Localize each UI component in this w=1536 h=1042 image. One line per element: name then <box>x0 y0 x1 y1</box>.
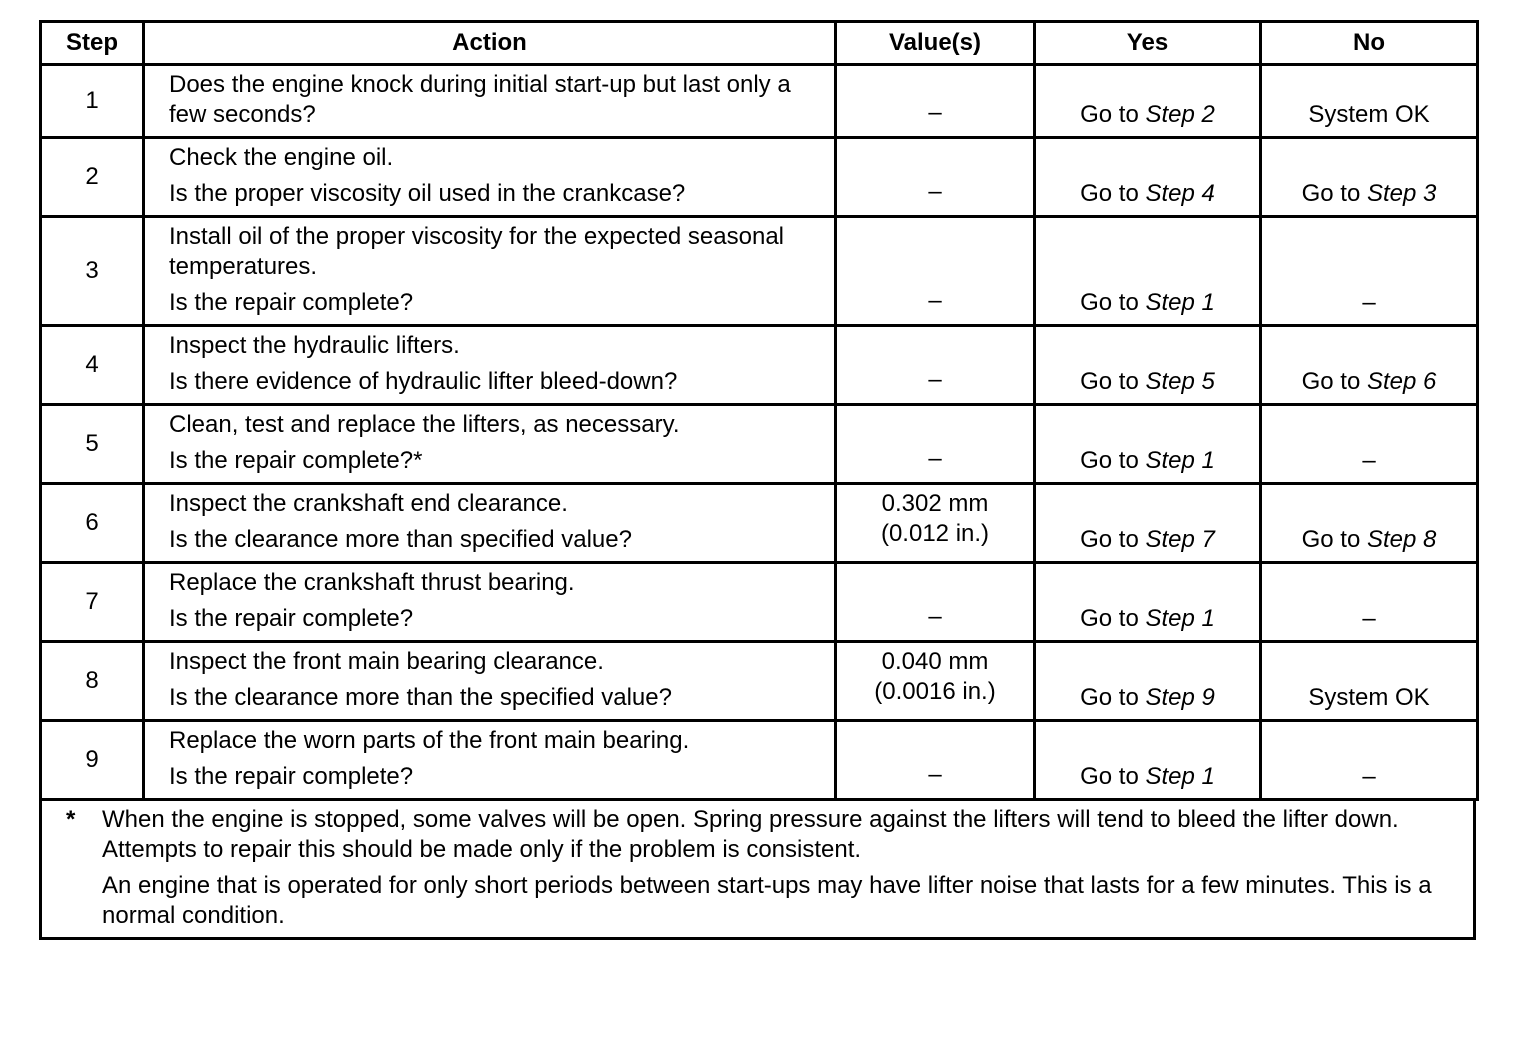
value-text: – <box>928 366 942 393</box>
value-text: (0.0016 in.) <box>874 678 996 705</box>
action-text: Replace the worn parts of the front main bearing. <box>169 727 690 754</box>
value-cell <box>836 642 1035 721</box>
no-cell <box>1261 326 1478 405</box>
footnote-asterisk: * <box>66 806 76 833</box>
no-result-text: – <box>1362 447 1376 474</box>
action-question: Is the repair complete?* <box>169 447 423 474</box>
value-cell <box>836 326 1035 405</box>
table-row <box>41 484 1478 563</box>
no-cell <box>1261 217 1478 326</box>
goto-step-ref: Step 8 <box>1366 526 1437 553</box>
yes-cell <box>1035 326 1261 405</box>
action-cell <box>144 721 836 800</box>
action-question: Is the clearance more than the specified value? <box>169 684 672 711</box>
value-cell <box>836 721 1035 800</box>
step-number: 8 <box>41 642 144 721</box>
value-cell <box>836 563 1035 642</box>
action-cell <box>144 217 836 326</box>
goto-step-ref: Step 4 <box>1145 180 1215 207</box>
header-yes: Yes <box>1035 22 1261 65</box>
footnote <box>39 801 1476 940</box>
value-text: – <box>928 445 942 472</box>
action-question: Is the repair complete? <box>169 289 414 316</box>
value-text: – <box>928 761 942 788</box>
no-result-text: – <box>1362 289 1376 316</box>
value-cell <box>836 405 1035 484</box>
no-result-text: System OK <box>1308 101 1430 128</box>
value-text: (0.012 in.) <box>880 520 990 547</box>
table-row <box>41 138 1478 217</box>
step-number: 2 <box>41 138 144 217</box>
step-number: 3 <box>41 217 144 326</box>
step-number: 9 <box>41 721 144 800</box>
goto-prefix: Go to <box>1301 526 1367 553</box>
value-text: – <box>928 178 942 205</box>
no-cell <box>1261 138 1478 217</box>
header-row <box>41 22 1478 65</box>
value-text: 0.040 mm <box>881 648 989 675</box>
action-cell <box>144 405 836 484</box>
step-number: 1 <box>41 65 144 138</box>
action-cell <box>144 65 836 138</box>
action-text: Inspect the hydraulic lifters. <box>169 332 460 359</box>
goto-prefix: Go to <box>1080 101 1146 128</box>
goto-step-ref: Step 5 <box>1145 368 1215 395</box>
action-cell <box>144 642 836 721</box>
action-question: Is the repair complete? <box>169 763 414 790</box>
action-question: Is there evidence of hydraulic lifter bleed-down? <box>169 368 678 395</box>
yes-cell <box>1035 642 1261 721</box>
no-cell <box>1261 405 1478 484</box>
action-question: Is the proper viscosity oil used in the crankcase? <box>169 180 686 207</box>
step-number: 4 <box>41 326 144 405</box>
action-question: Is the repair complete? <box>169 605 414 632</box>
table-row <box>41 326 1478 405</box>
yes-cell <box>1035 217 1261 326</box>
footnote-paragraph: An engine that is operated for only short periods between start-ups may have lifter noise that lasts for a few minutes. This is a normal condition. <box>102 872 1432 929</box>
goto-prefix: Go to <box>1080 289 1146 316</box>
action-text: Check the engine oil. <box>169 144 394 171</box>
action-text: Inspect the front main bearing clearance. <box>169 648 604 675</box>
action-text: Replace the crankshaft thrust bearing. <box>169 569 575 596</box>
action-text: Does the engine knock during initial start-up but last only a few seconds? <box>169 71 791 128</box>
goto-step-ref: Step 1 <box>1145 605 1215 632</box>
goto-step-ref: Step 2 <box>1145 101 1215 128</box>
value-text: – <box>928 287 942 314</box>
goto-prefix: Go to <box>1080 368 1146 395</box>
goto-step-ref: Step 9 <box>1145 684 1215 711</box>
goto-step-ref: Step 1 <box>1145 289 1215 316</box>
goto-prefix: Go to <box>1080 684 1146 711</box>
goto-prefix: Go to <box>1080 605 1146 632</box>
no-cell <box>1261 721 1478 800</box>
goto-step-ref: Step 1 <box>1145 447 1215 474</box>
no-result-text: – <box>1362 605 1376 632</box>
table-row <box>41 642 1478 721</box>
table-row <box>41 563 1478 642</box>
step-number: 6 <box>41 484 144 563</box>
table-row <box>41 721 1478 800</box>
goto-prefix: Go to <box>1080 763 1146 790</box>
goto-step-ref: Step 6 <box>1366 368 1437 395</box>
value-text: – <box>928 603 942 630</box>
action-text: Inspect the crankshaft end clearance. <box>169 490 568 517</box>
yes-cell <box>1035 563 1261 642</box>
value-text: – <box>928 99 942 126</box>
goto-prefix: Go to <box>1080 526 1146 553</box>
table-row <box>41 217 1478 326</box>
table-row <box>41 65 1478 138</box>
goto-step-ref: Step 1 <box>1145 763 1215 790</box>
no-cell <box>1261 563 1478 642</box>
action-text: Install oil of the proper viscosity for the expected seasonal temperatures. <box>169 223 784 280</box>
value-text: 0.302 mm <box>881 490 989 517</box>
yes-cell <box>1035 484 1261 563</box>
action-cell <box>144 326 836 405</box>
step-number: 5 <box>41 405 144 484</box>
yes-cell <box>1035 721 1261 800</box>
value-cell <box>836 65 1035 138</box>
yes-cell <box>1035 405 1261 484</box>
goto-prefix: Go to <box>1301 368 1367 395</box>
value-cell <box>836 217 1035 326</box>
no-cell <box>1261 642 1478 721</box>
footnote-paragraph: When the engine is stopped, some valves will be open. Spring pressure against the lifters will tend to bleed the lifter down. Attempts to repair this should be made only if the problem is consistent. <box>102 806 1399 863</box>
action-cell <box>144 138 836 217</box>
yes-cell <box>1035 65 1261 138</box>
header-step: Step <box>41 22 144 65</box>
goto-step-ref: Step 3 <box>1366 180 1437 207</box>
action-text: Clean, test and replace the lifters, as necessary. <box>169 411 680 438</box>
header-values: Value(s) <box>836 22 1035 65</box>
value-cell <box>836 138 1035 217</box>
action-cell <box>144 563 836 642</box>
yes-cell <box>1035 138 1261 217</box>
no-result-text: System OK <box>1308 684 1430 711</box>
diagnostic-table <box>39 20 1479 801</box>
no-cell <box>1261 65 1478 138</box>
header-action: Action <box>144 22 836 65</box>
goto-prefix: Go to <box>1080 447 1146 474</box>
table-body <box>41 65 1478 800</box>
header-no: No <box>1261 22 1478 65</box>
no-cell <box>1261 484 1478 563</box>
no-result-text: – <box>1362 763 1376 790</box>
action-cell <box>144 484 836 563</box>
table-row <box>41 405 1478 484</box>
goto-prefix: Go to <box>1301 180 1367 207</box>
goto-step-ref: Step 7 <box>1145 526 1215 553</box>
goto-prefix: Go to <box>1080 180 1146 207</box>
diagnostic-document <box>39 20 1476 940</box>
step-number: 7 <box>41 563 144 642</box>
action-question: Is the clearance more than specified value? <box>169 526 632 553</box>
value-cell <box>836 484 1035 563</box>
